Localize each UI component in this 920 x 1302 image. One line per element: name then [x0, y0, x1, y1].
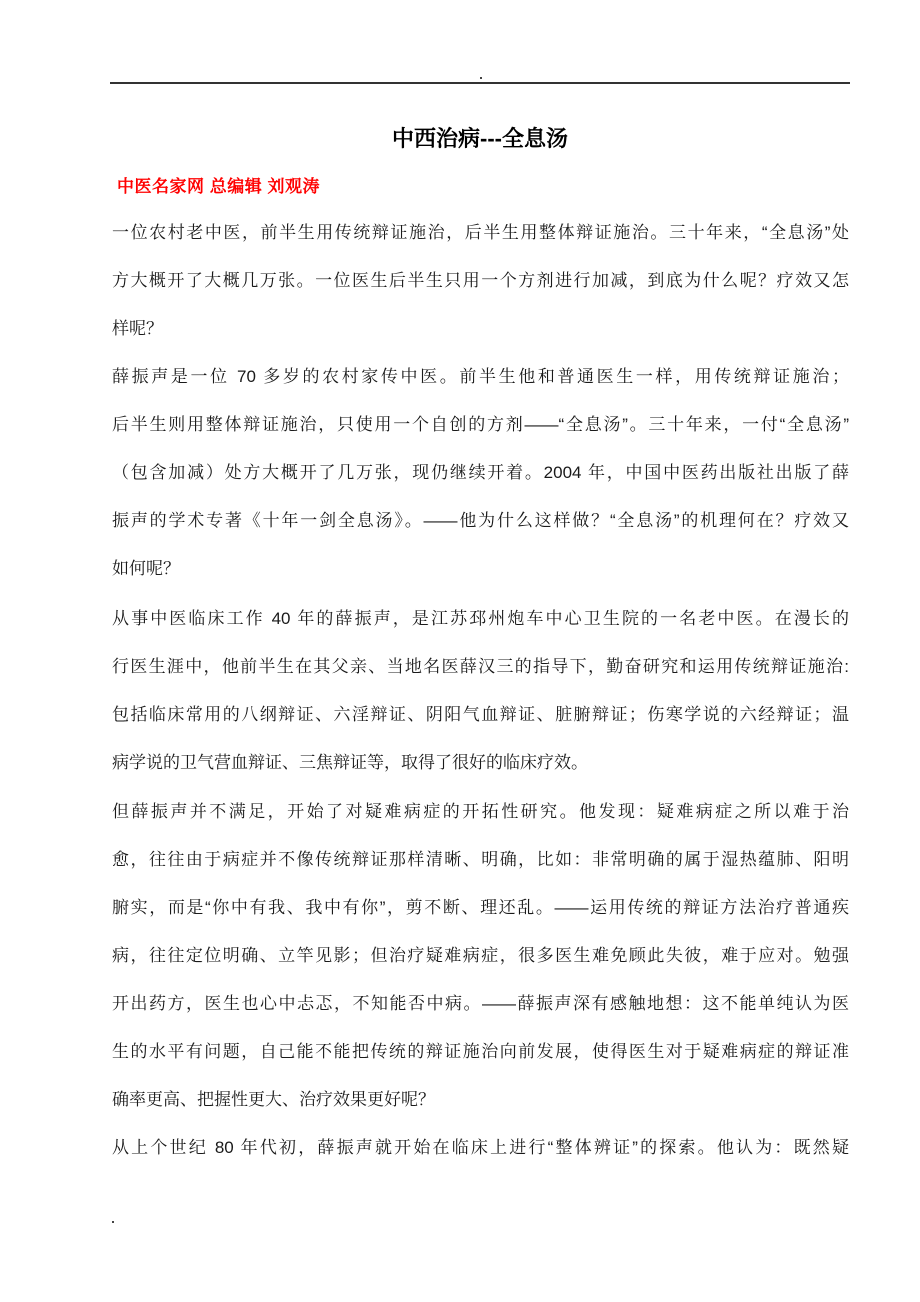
- footer-dot: [112, 1221, 114, 1223]
- paragraph-2-line: 振声的学术专著《十年一剑全息汤》。——他为什么这样做？“全息汤”的机理何在？疗效又: [112, 511, 849, 530]
- paragraph-2-line: 薛振声是一位 70 多岁的农村家传中医。前半生他和普通医生一样，用传统辩证施治；: [112, 367, 849, 386]
- paragraph-2-line: 后半生则用整体辩证施治，只使用一个自创的方剂——“全息汤”。三十年来，一付“全息汤”: [112, 415, 849, 434]
- paragraph-4-line: 开出药方，医生也心中忐忑，不知能否中病。——薛振声深有感触地想：这不能单纯认为医: [112, 994, 849, 1013]
- paragraph-4-line: 生的水平有问题，自己能不能把传统的辩证施治向前发展，使得医生对于疑难病症的辩证准: [112, 1042, 849, 1061]
- paragraph-3-line: 从事中医临床工作 40 年的薛振声，是江苏邳州炮车中心卫生院的一名老中医。在漫长的: [112, 609, 849, 628]
- header-dot: [480, 77, 482, 79]
- paragraph-4-line: 愈，往往由于病症并不像传统辩证那样清晰、明确，比如：非常明确的属于湿热蕴肺、阳明: [112, 850, 849, 869]
- paragraph-5-line: 从上个世纪 80 年代初，薛振声就开始在临床上进行“整体辨证”的探索。他认为：既然疑: [112, 1138, 849, 1157]
- paragraph-3-line: 病学说的卫气营血辩证、三焦辩证等，取得了很好的临床疗效。: [112, 753, 588, 772]
- paragraph-2-line: （包含加减）处方大概开了几万张，现仍继续开着。2004 年，中国中医药出版社出版了薛: [112, 463, 849, 482]
- header-rule: [110, 82, 850, 84]
- paragraph-4-line: 但薛振声并不满足，开始了对疑难病症的开拓性研究。他发现：疑难病症之所以难于治: [112, 802, 849, 821]
- paragraph-4-line: 确率更高、把握性更大、治疗效果更好呢？: [112, 1090, 435, 1109]
- paragraph-3-line: 包括临床常用的八纲辩证、六淫辩证、阴阳气血辩证、脏腑辩证；伤寒学说的六经辩证；温: [112, 705, 849, 724]
- author-line: 中医名家网 总编辑 刘观涛: [117, 177, 320, 196]
- paragraph-1-line: 样呢？: [112, 319, 163, 338]
- paragraph-3-line: 行医生涯中，他前半生在其父亲、当地名医薛汉三的指导下，勤奋研究和运用传统辩证施治:: [112, 657, 849, 676]
- page-title: 中西治病---全息汤: [392, 126, 568, 151]
- paragraph-4-line: 病，往往定位明确、立竿见影；但治疗疑难病症，很多医生难免顾此失彼，难于应对。勉强: [112, 946, 849, 965]
- paragraph-4-line: 腑实，而是“你中有我、我中有你”，剪不断、理还乱。——运用传统的辩证方法治疗普通疾: [112, 898, 849, 917]
- paragraph-1-line: 方大概开了大概几万张。一位医生后半生只用一个方剂进行加减，到底为什么呢？疗效又怎: [112, 271, 849, 290]
- paragraph-2-line: 如何呢？: [112, 559, 180, 578]
- paragraph-1-line: 一位农村老中医，前半生用传统辩证施治，后半生用整体辩证施治。三十年来，“全息汤”处: [112, 223, 849, 242]
